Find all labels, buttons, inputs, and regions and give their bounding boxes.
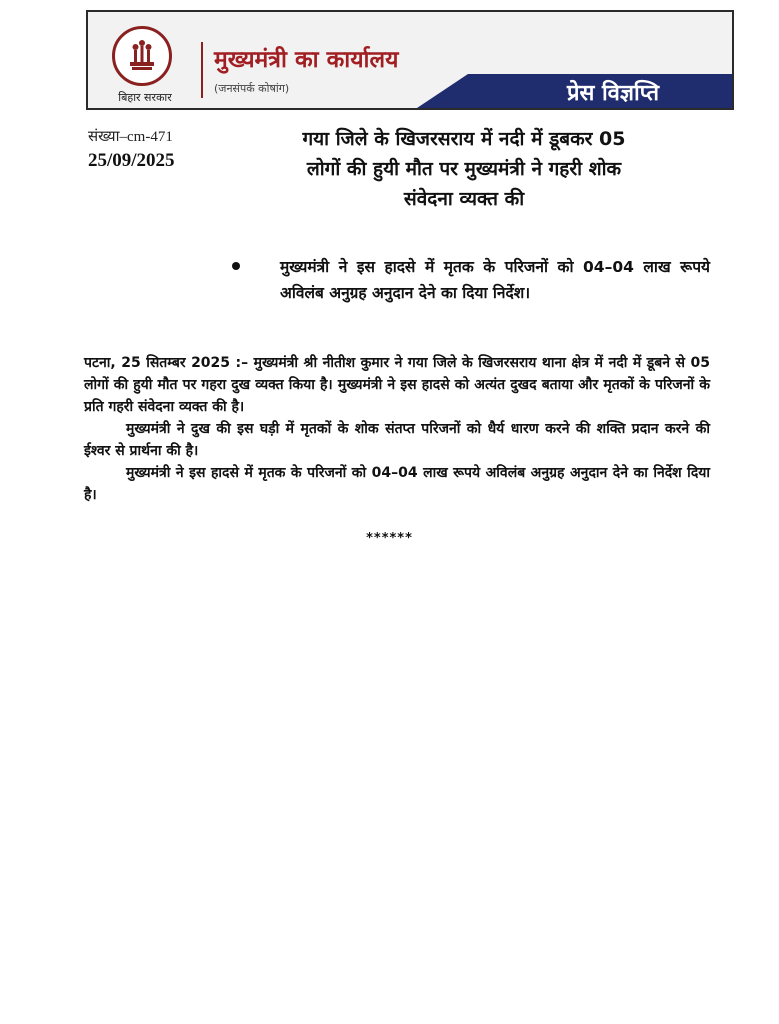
- release-date: 25/09/2025: [88, 150, 175, 171]
- bihar-emblem-icon: [112, 26, 172, 86]
- office-subtitle: (जनसंपर्क कोषांग): [214, 82, 290, 95]
- office-title: मुख्यमंत्री का कार्यालय: [214, 47, 399, 73]
- body-paragraph: मुख्यमंत्री ने इस हादसे में मृतक के परिजनों को 04–04 लाख रूपये अविलंब अनुग्रह अनुदान देने का निर्देश दिया है।: [84, 465, 710, 503]
- release-number: संख्या–cm-471: [88, 129, 173, 145]
- end-marker: ******: [366, 531, 413, 546]
- headline-line: लोगों की हुयी मौत पर मुख्यमंत्री ने गहरी शोक: [306, 158, 622, 180]
- key-point: [232, 254, 710, 306]
- body-paragraph: पटना, 25 सितम्बर 2025 :– मुख्यमंत्री श्री नीतीश कुमार ने गया जिले के खिजरसराय थाना क्षेत्र में नदी में डूबने से 05 लोगों की हुयी मौत पर गहरा दुख व्यक्त किया है। मुख्यमंत्री ने इस हादसे को अत्यंत दुखद बताया और मृतकों के परिजनों के प्रति गहरी संवेदना व्यक्त की है।: [84, 355, 710, 415]
- key-point-text: मुख्यमंत्री ने इस हादसे में मृतक के परिजनों को 04–04 लाख रूपये अविलंब अनुग्रह अनुदान देने का दिया निर्देश।: [280, 258, 710, 302]
- headline-line: गया जिले के खिजरसराय में नदी में डूबकर 05: [302, 128, 626, 150]
- header-divider: [201, 42, 203, 98]
- headline-line: संवेदना व्यक्त की: [403, 188, 525, 210]
- body-paragraph: मुख्यमंत्री ने दुख की इस घड़ी में मृतकों के शोक संतप्त परिजनों को धैर्य धारण करने की शक्ति प्रदान करने की ईश्वर से प्रार्थना की है।: [84, 421, 710, 459]
- press-release-label: प्रेस विज्ञप्ति: [566, 81, 660, 106]
- bullet-icon: [232, 262, 240, 270]
- headline: [236, 124, 692, 214]
- emblem-caption: बिहार सरकार: [118, 91, 172, 104]
- letterhead: [86, 10, 734, 110]
- press-body: [84, 352, 710, 506]
